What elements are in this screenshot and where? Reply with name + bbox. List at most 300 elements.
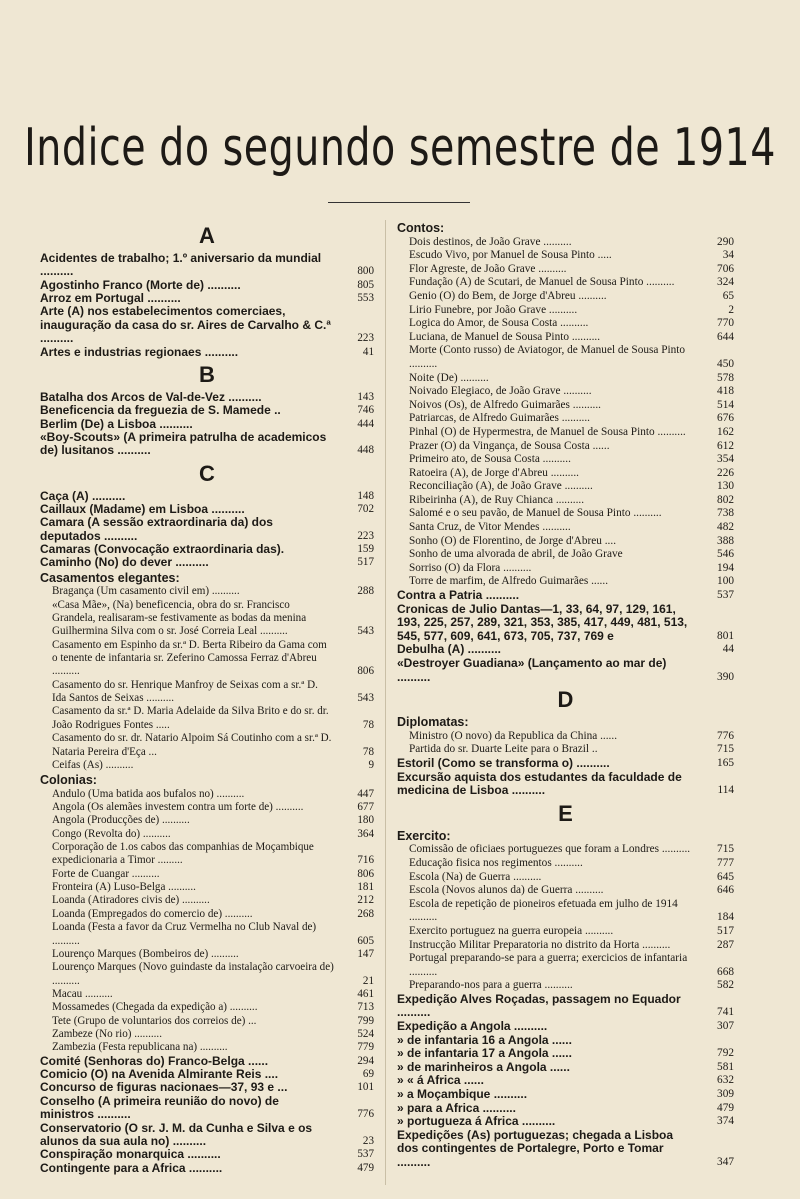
index-subentry [397, 385, 734, 399]
entry-title: Conservatorio (O sr. J. M. da Cunha e Silva e os alunos da sua aula no) .......... [40, 1120, 313, 1148]
entry-title: Lourenço Marques (Bombeiros de) .......... [52, 947, 239, 960]
index-entry [397, 1020, 734, 1034]
index-entry [40, 1055, 374, 1068]
page-number: 447 [357, 787, 374, 800]
page-number: 180 [357, 814, 374, 827]
index-subentry [397, 925, 734, 939]
entry-title: Ministro (O novo) da Republica da China ...... [409, 729, 618, 742]
page-number: 479 [717, 1101, 734, 1114]
index-subentry [397, 290, 734, 304]
index-subentry [40, 705, 374, 732]
index-entry [40, 1081, 374, 1094]
index-subentry [40, 921, 374, 948]
index-entry [40, 490, 374, 503]
index-subentry [40, 1028, 374, 1041]
section-heading: Casamentos elegantes: [40, 570, 180, 585]
entry-title: Angola (Producções de) .......... [52, 814, 190, 827]
section-heading: Exercito: [397, 828, 451, 843]
index-subentry [397, 575, 734, 589]
index-entry [40, 279, 374, 292]
index-entry [40, 503, 374, 516]
page-number: 294 [357, 1054, 374, 1067]
entry-title: Caillaux (Madame) em Lisboa .......... [40, 502, 245, 517]
page-number: 553 [357, 292, 374, 305]
entry-title: «Destroyer Guadiana» (Lançamento ao mar de) .......... [397, 656, 667, 684]
index-entry [40, 1148, 374, 1161]
entry-title: Conspiração monarquica .......... [40, 1147, 221, 1162]
entry-title: Noivos (Os), de Alfredo Guimarães .......... [409, 398, 602, 411]
entry-title: Forte de Cuangar .......... [52, 867, 160, 880]
page-number: 101 [357, 1081, 374, 1094]
index-subentry [397, 399, 734, 413]
page-number: 65 [722, 289, 734, 302]
index-entry [397, 589, 734, 603]
entry-title: Pinhal (O) de Hypermestra, de Manuel de Sousa Pinto .......... [409, 425, 686, 438]
entry-title: Ratoeira (A), de Jorge d'Abreu .......... [409, 466, 579, 479]
page-number: 34 [722, 249, 734, 262]
index-subentry [40, 585, 374, 598]
entry-title: Conselho (A primeira reunião do novo) de ministros .......... [40, 1093, 279, 1122]
index-subentry [397, 535, 734, 549]
entry-title: Comissão de oficiaes portuguezes que foram a Londres .......... [409, 843, 691, 856]
entry-title: Ceifas (As) .......... [52, 758, 134, 771]
index-subentry [40, 881, 374, 894]
page-number: 448 [357, 444, 374, 457]
entry-title: Escola (Novos alunos da) de Guerra .......... [409, 884, 604, 897]
page-number: 546 [717, 548, 734, 561]
page-number: 581 [717, 1060, 734, 1073]
entry-title: Congo (Revolta do) .......... [52, 827, 171, 840]
entry-title: Casamento do sr. Henrique Manfroy de Seixas com a sr.ª D. Ida Santos de Seixas .......... [52, 678, 318, 705]
index-subentry [397, 494, 734, 508]
entry-title: » portugueza á Africa .......... [397, 1114, 556, 1129]
page-number: 69 [362, 1068, 374, 1081]
index-entry [40, 404, 374, 417]
index-subentry [40, 1001, 374, 1014]
index-subentry [397, 548, 734, 562]
page-number: 354 [717, 453, 734, 466]
page-number: 347 [717, 1156, 734, 1168]
page-number: 612 [717, 439, 734, 452]
index-entry [397, 1061, 734, 1075]
page-number: 543 [357, 692, 374, 705]
page-number: 2 [728, 303, 734, 316]
page-number: 777 [717, 856, 734, 869]
index-subentry [397, 344, 734, 371]
page-number: 677 [357, 800, 374, 813]
entry-title: Cronicas de Julio Dantas—1, 33, 64, 97, 129, 161, 193, 225, 257, 289, 321, 353, 385, 417, 449, 481, 513, 545, 577, 609, 641, 673, 705, 737, 769 e [397, 601, 688, 643]
index-subentry [397, 898, 734, 925]
index-subentry [40, 828, 374, 841]
section-letter: A [199, 223, 215, 248]
index-subentry [397, 521, 734, 535]
entry-title: Sorriso (O) da Flora .......... [409, 561, 532, 574]
entry-title: Ribeirinha (A), de Ruy Chianca .......... [409, 493, 585, 506]
page-number: 801 [717, 629, 734, 642]
page-number: 21 [362, 974, 374, 987]
section-letter: D [557, 687, 574, 713]
index-subentry [397, 440, 734, 454]
index-entry [397, 757, 734, 771]
entry-title: Noivado Elegiaco, de João Grave .......... [409, 385, 592, 398]
entry-title: Andulo (Uma batida aos bufalos no) .......... [52, 787, 245, 800]
page-number: 802 [717, 493, 734, 506]
index-subentry [40, 1015, 374, 1028]
page-number: 713 [357, 1001, 374, 1014]
page-number: 148 [357, 489, 374, 502]
index-subentry [397, 843, 734, 857]
index-entry [397, 1074, 734, 1088]
entry-title: Escola de repetição de pioneiros efetuada em julho de 1914 .......... [409, 897, 678, 924]
index-entry [397, 993, 734, 1020]
page-number: 517 [357, 556, 374, 569]
page-number: 632 [717, 1074, 734, 1087]
entry-title: » de marinheiros a Angola ...... [397, 1059, 570, 1074]
page-number: 676 [717, 412, 734, 425]
section-letter: C [199, 460, 215, 486]
index-subentry [397, 952, 734, 979]
index-entry [40, 516, 374, 543]
index-subentry [40, 732, 374, 759]
page-number: 805 [357, 278, 374, 291]
index-subentry [397, 276, 734, 290]
entry-title: Lirio Funebre, por João Grave .......... [409, 303, 578, 316]
index-subentry [397, 871, 734, 885]
page-number: 290 [717, 235, 734, 248]
page-number: 792 [717, 1047, 734, 1060]
index-entry [40, 391, 374, 404]
page-number: 114 [717, 784, 734, 797]
page-number: 776 [357, 1108, 374, 1121]
page-number: 130 [717, 480, 734, 493]
entry-title: Casamento do sr. dr. Natario Alpoim Sá Coutinho com a sr.ª D. Nataria Pereira d'Eça ... [52, 732, 332, 758]
index-entry [397, 643, 734, 657]
entry-title: Arte (A) nos estabelecimentos comerciaes, inauguração da casa do sr. Aires de Carvalho & C.ª .......... [40, 304, 331, 346]
page-title: Indice do segundo semestre de 1914 [24, 118, 776, 179]
section-heading: Diplomatas: [397, 715, 469, 730]
entry-title: Loanda (Empregados do comercio de) .......... [52, 907, 253, 920]
index-subentry [397, 939, 734, 953]
entry-title: Artes e industrias regionaes .......... [40, 344, 239, 359]
index-entry [40, 305, 374, 345]
page-number: 578 [717, 371, 734, 384]
page-number: 645 [717, 870, 734, 883]
entry-title: Sonho (O) de Florentino, de Jorge d'Abreu .... [409, 534, 617, 547]
entry-title: Mossamedes (Chegada da expedição a) .......... [52, 1001, 258, 1014]
index-subentry [397, 730, 734, 744]
index-entry [40, 346, 374, 359]
page-number: 143 [357, 390, 374, 403]
page-number: 537 [717, 589, 734, 602]
page-number: 605 [357, 934, 374, 947]
entry-title: Flor Agreste, de João Grave .......... [409, 262, 567, 275]
entry-title: Expedição a Angola .......... [397, 1019, 548, 1034]
page-number: 9 [368, 758, 374, 771]
page-number: 181 [357, 881, 374, 894]
entry-title: Acidentes de trabalho; 1.º aniversario da mundial .......... [40, 251, 322, 279]
entry-title: Batalha dos Arcos de Val-de-Vez .......... [40, 389, 262, 404]
page-number: 806 [357, 665, 374, 678]
index-subentry [397, 372, 734, 386]
entry-title: Partida do sr. Duarte Leite para o Brazil .. [409, 743, 598, 756]
page-number: 776 [717, 729, 734, 742]
index-entry [40, 418, 374, 431]
section-letter: E [558, 800, 573, 826]
entry-title: Angola (Os alemães investem contra um forte de) .......... [52, 800, 304, 813]
entry-title: Caminho (No) do dever .......... [40, 555, 209, 570]
page-number: 668 [717, 965, 734, 978]
section-heading: Colonias: [40, 773, 97, 788]
page-number: 268 [357, 907, 374, 920]
page-number: 223 [357, 529, 374, 542]
entry-title: Fundação (A) de Scutari, de Manuel de Sousa Pinto .......... [409, 276, 675, 289]
index-subentry [397, 304, 734, 318]
page-number: 44 [722, 643, 734, 656]
entry-title: Camara (A sessão extraordinaria da) dos deputados .......... [40, 515, 273, 543]
page-number: 374 [717, 1115, 734, 1128]
entry-title: Fronteira (A) Luso-Belga .......... [52, 881, 196, 894]
entry-title: «Boy-Scouts» (A primeira patrulha de academicos de) lusitanos .......... [40, 429, 327, 458]
entry-title: Escola (Na) de Guerra .......... [409, 870, 542, 883]
page-number: 582 [717, 979, 734, 992]
page-number: 287 [717, 938, 734, 951]
page-number: 799 [357, 1014, 374, 1027]
entry-title: Noite (De) .......... [409, 371, 489, 384]
entry-title: Expedição Alves Roçadas, passagem no Equador .......... [397, 991, 681, 1020]
entry-title: Estoril (Como se transforma o) .......... [397, 755, 610, 770]
entry-title: Debulha (A) .......... [397, 642, 502, 657]
index-entry [397, 1034, 734, 1048]
index-subentry [40, 639, 374, 679]
index-subentry [397, 480, 734, 494]
page-number: 147 [357, 947, 374, 960]
index-subentry [397, 979, 734, 993]
entry-title: Torre de marfim, de Alfredo Guimarães ...... [409, 575, 609, 588]
index-entry [397, 771, 734, 798]
index-entry [397, 1129, 734, 1170]
index-subentry [40, 679, 374, 706]
page-number: 226 [717, 466, 734, 479]
page-number: 324 [717, 276, 734, 289]
page-number: 100 [717, 575, 734, 588]
page-number: 514 [717, 398, 734, 411]
index-entry [40, 556, 374, 569]
page-number: 78 [362, 718, 374, 731]
entry-title: » de infantaria 17 a Angola ...... [397, 1046, 572, 1061]
page-number: 524 [357, 1028, 374, 1041]
page-number: 390 [717, 670, 734, 683]
entry-title: Genio (O) do Bem, de Jorge d'Abreu .......... [409, 289, 607, 302]
entry-title: Escudo Vivo, por Manuel de Sousa Pinto ..... [409, 249, 612, 262]
page-number: 212 [357, 894, 374, 907]
entry-title: Lourenço Marques (Novo guindaste da instalação carvoeira de) .......... [52, 961, 334, 987]
entry-title: Comicio (O) na Avenida Almirante Reis .... [40, 1067, 279, 1082]
page-number: 746 [357, 404, 374, 417]
page-number: 461 [357, 987, 374, 1000]
page-number: 444 [357, 417, 374, 430]
index-column-left [40, 220, 374, 1175]
entry-title: Logica do Amor, de Sousa Costa .......... [409, 317, 589, 330]
index-entry [397, 657, 734, 684]
page-number: 159 [357, 543, 374, 556]
page-number: 194 [717, 561, 734, 574]
index-subentry [40, 988, 374, 1001]
index-subentry [397, 331, 734, 345]
page-number: 309 [717, 1088, 734, 1101]
page-number: 706 [717, 262, 734, 275]
page-number: 702 [357, 503, 374, 516]
page-number: 288 [357, 585, 374, 598]
entry-title: «Casa Mãe», (Na) beneficencia, obra do sr. Francisco Grandela, realisaram-se festivamente as bodas da menina Guilhermina Silva com o sr. José Correia Leal .......... [52, 598, 307, 638]
entry-title: Casamento em Espinho da sr.ª D. Berta Ribeiro da Gama com o tenente de infantaria sr. Zeferino Camossa Ferraz d'Abreu .......... [52, 638, 327, 678]
index-subentry [397, 507, 734, 521]
index-subentry [397, 467, 734, 481]
entry-title: Morte (Conto russo) de Aviatogor, de Manuel de Sousa Pinto .......... [409, 344, 686, 370]
entry-title: Contingente para a Africa .......... [40, 1160, 223, 1175]
page-number: 482 [717, 521, 734, 534]
index-entry [40, 431, 374, 458]
index-subentry [397, 426, 734, 440]
index-subentry [397, 453, 734, 467]
entry-title: Tete (Grupo de voluntarios dos correios de) ... [52, 1014, 257, 1027]
section-letter: B [199, 361, 215, 387]
entry-title: Reconciliação (A), de João Grave .......... [409, 480, 593, 493]
index-subentry [40, 1041, 374, 1054]
entry-title: Instrucção Militar Preparatoria no distrito da Horta .......... [409, 938, 671, 951]
entry-title: » de infantaria 16 a Angola ...... [397, 1032, 572, 1047]
entry-title: Educação fisica nos regimentos .......... [409, 856, 583, 869]
page-number: 517 [717, 924, 734, 937]
page-number: 543 [357, 625, 374, 638]
page-number: 223 [357, 332, 374, 345]
entry-title: Loanda (Atiradores civis de) .......... [52, 894, 210, 907]
page-number: 479 [357, 1161, 374, 1174]
index-entry [397, 1102, 734, 1116]
index-subentry [40, 841, 374, 868]
index-subentry [40, 814, 374, 827]
index-subentry [40, 948, 374, 961]
entry-title: Concurso de figuras nacionaes—37, 93 e ... [40, 1080, 288, 1095]
entry-title: Santa Cruz, de Vitor Mendes .......... [409, 521, 571, 534]
column-divider [385, 220, 386, 1185]
index-subentry [397, 743, 734, 757]
title-rule [328, 202, 470, 203]
entry-title: Bragança (Um casamento civil em) .......... [52, 585, 240, 598]
entry-title: Casamento da sr.ª D. Maria Adelaide da Silva Brito e do sr. dr. João Rodrigues Fontes ..... [52, 705, 329, 731]
index-subentry [40, 908, 374, 921]
entry-title: Portugal preparando-se para a guerra; exercicios de infantaria .......... [409, 952, 688, 978]
entry-title: Berlim (De) a Lisboa .......... [40, 416, 193, 431]
index-subentry [397, 249, 734, 263]
entry-title: » a Moçambique .......... [397, 1087, 528, 1102]
index-subentry [40, 961, 374, 988]
entry-title: Patriarcas, de Alfredo Guimarães .......... [409, 412, 591, 425]
entry-title: Exercito portuguez na guerra europeia .......... [409, 924, 614, 937]
entry-title: Sonho de uma alvorada de abril, de João Grave [409, 548, 623, 561]
entry-title: Comité (Senhoras do) Franco-Belga ...... [40, 1053, 269, 1068]
page-number: 450 [717, 357, 734, 370]
page-number: 644 [717, 330, 734, 343]
entry-title: Agostinho Franco (Morte de) .......... [40, 277, 241, 292]
page-number: 78 [362, 745, 374, 758]
entry-title: Corporação de 1.os cabos das companhias de Moçambique expedicionaria a Timor ......... [52, 841, 314, 867]
page-number: 364 [357, 827, 374, 840]
index-entry [397, 603, 734, 644]
index-subentry [40, 788, 374, 801]
entry-title: Expedições (As) portuguezas; chegada a Lisboa dos contingentes de Portalegre, Porto e Tomar .......... [397, 1127, 674, 1169]
index-entry [40, 1095, 374, 1122]
page-number: 779 [357, 1041, 374, 1054]
entry-title: Macau .......... [52, 987, 113, 1000]
index-entry [40, 252, 374, 279]
entry-title: Zambezia (Festa republicana na) .......... [52, 1041, 228, 1054]
page-number: 806 [357, 867, 374, 880]
index-subentry [397, 857, 734, 871]
entry-title: Zambeze (No rio) .......... [52, 1028, 162, 1041]
page-number: 800 [357, 265, 374, 278]
entry-title: Beneficencia da freguezia de S. Mamede .. [40, 403, 281, 418]
entry-title: Arroz em Portugal .......... [40, 291, 181, 306]
entry-title: Excursão aquista dos estudantes da faculdade de medicina de Lisboa .......... [397, 769, 682, 798]
index-subentry [397, 317, 734, 331]
index-entry [40, 1162, 374, 1175]
index-entry [397, 1115, 734, 1129]
page-number: 715 [717, 843, 734, 856]
entry-title: Contra a Patria .......... [397, 588, 520, 603]
page-number: 165 [717, 756, 734, 769]
entry-title: Prazer (O) da Vingança, de Sousa Costa ...... [409, 439, 610, 452]
page-number: 307 [717, 1020, 734, 1033]
section-heading: Contos: [397, 221, 445, 235]
page-number: 537 [357, 1148, 374, 1161]
entry-title: Dois destinos, de João Grave .......... [409, 235, 572, 248]
index-subentry [40, 894, 374, 907]
page-number: 388 [717, 534, 734, 547]
index-subentry [397, 884, 734, 898]
index-subentry [397, 263, 734, 277]
page-number: 41 [362, 345, 374, 358]
page-number: 418 [717, 385, 734, 398]
page-number: 770 [717, 317, 734, 330]
entry-title: Salomé e o seu pavão, de Manuel de Sousa Pinto .......... [409, 507, 662, 520]
entry-title: Camaras (Convocação extraordinaria das). [40, 542, 285, 557]
index-entry [40, 1122, 374, 1149]
index-subentry [397, 412, 734, 426]
index-entry [397, 1047, 734, 1061]
entry-title: » para a Africa .......... [397, 1100, 516, 1115]
index-entry [397, 1088, 734, 1102]
entry-title: Preparando-nos para a guerra .......... [409, 979, 573, 992]
index-entry [40, 543, 374, 556]
index-subentry [40, 759, 374, 772]
page-number: 715 [717, 743, 734, 756]
page-number: 716 [357, 854, 374, 867]
entry-title: » « á Africa ...... [397, 1073, 484, 1088]
entry-title: Loanda (Festa a favor da Cruz Vermelha no Club Naval de) .......... [52, 921, 317, 947]
page-number: 741 [717, 1006, 734, 1019]
entry-title: Luciana, de Manuel de Sousa Pinto .......... [409, 330, 601, 343]
page-number: 162 [717, 425, 734, 438]
entry-title: Primeiro ato, de Sousa Costa .......... [409, 453, 571, 466]
index-subentry [40, 801, 374, 814]
page-number: 184 [717, 911, 734, 924]
page-number: 23 [362, 1134, 374, 1147]
index-entry [40, 292, 374, 305]
index-subentry [397, 236, 734, 250]
index-subentry [40, 599, 374, 639]
index-column-right [397, 220, 734, 1170]
page-number: 738 [717, 507, 734, 520]
